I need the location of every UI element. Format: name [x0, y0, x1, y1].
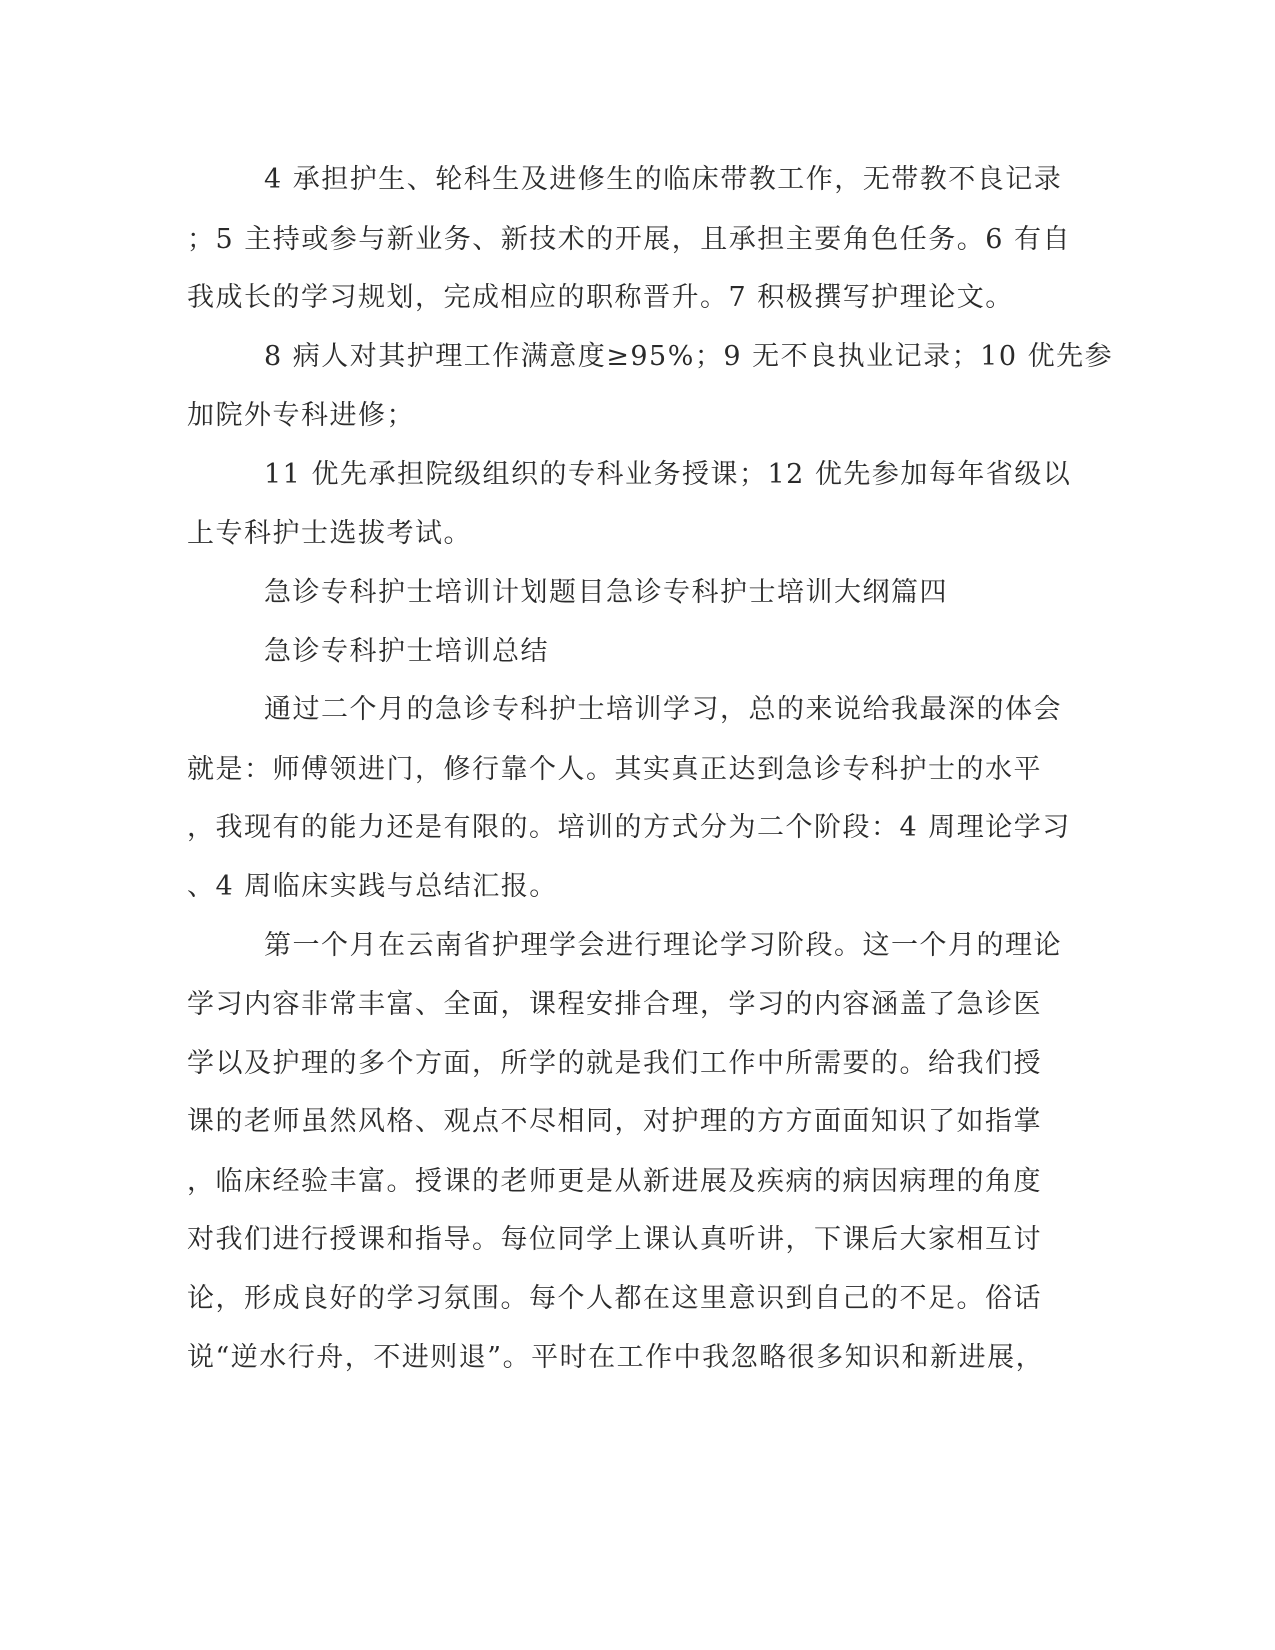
text-line: 通过二个月的急诊专科护士培训学习，总的来说给我最深的体会 — [264, 694, 1062, 725]
text-line: ，我现有的能力还是有限的。培训的方式分为二个阶段：4 周理论学习 — [187, 812, 1071, 843]
text-line: 课的老师虽然风格、观点不尽相同，对护理的方方面面知识了如指掌 — [187, 1106, 1042, 1137]
text-line: 对我们进行授课和指导。每位同学上课认真听讲，下课后大家相互讨 — [187, 1224, 1042, 1255]
text-line: 学习内容非常丰富、全面，课程安排合理，学习的内容涵盖了急诊医 — [187, 989, 1042, 1020]
text-line: 上专科护士选拔考试。 — [187, 518, 472, 549]
text-line: 我成长的学习规划，完成相应的职称晋升。7 积极撰写护理论文。 — [187, 282, 1014, 313]
text-line: ，临床经验丰富。授课的老师更是从新进展及疾病的病因病理的角度 — [187, 1166, 1042, 1197]
text-line: 、4 周临床实践与总结汇报。 — [187, 871, 558, 902]
text-line: 8 病人对其护理工作满意度≥95%；9 无不良执业记录；10 优先参 — [264, 341, 1114, 372]
text-line: ；5 主持或参与新业务、新技术的开展，且承担主要角色任务。6 有自 — [187, 224, 1072, 255]
section-heading: 急诊专科护士培训计划题目急诊专科护士培训大纲篇四 — [264, 577, 948, 608]
text-line: 11 优先承担院级组织的专科业务授课；12 优先参加每年省级以 — [264, 459, 1072, 490]
text-line: 第一个月在云南省护理学会进行理论学习阶段。这一个月的理论 — [264, 930, 1062, 961]
text-line: 4 承担护生、轮科生及进修生的临床带教工作，无带教不良记录 — [264, 164, 1063, 195]
text-line: 说“逆水行舟，不进则退”。平时在工作中我忽略很多知识和新进展， — [187, 1342, 1045, 1373]
text-line: 就是：师傅领进门，修行靠个人。其实真正达到急诊专科护士的水平 — [187, 754, 1042, 785]
section-title: 急诊专科护士培训总结 — [264, 636, 549, 667]
text-line: 学以及护理的多个方面，所学的就是我们工作中所需要的。给我们授 — [187, 1048, 1042, 1079]
text-line: 论，形成良好的学习氛围。每个人都在这里意识到自己的不足。俗话 — [187, 1283, 1042, 1314]
text-line: 加院外专科进修； — [187, 400, 415, 431]
